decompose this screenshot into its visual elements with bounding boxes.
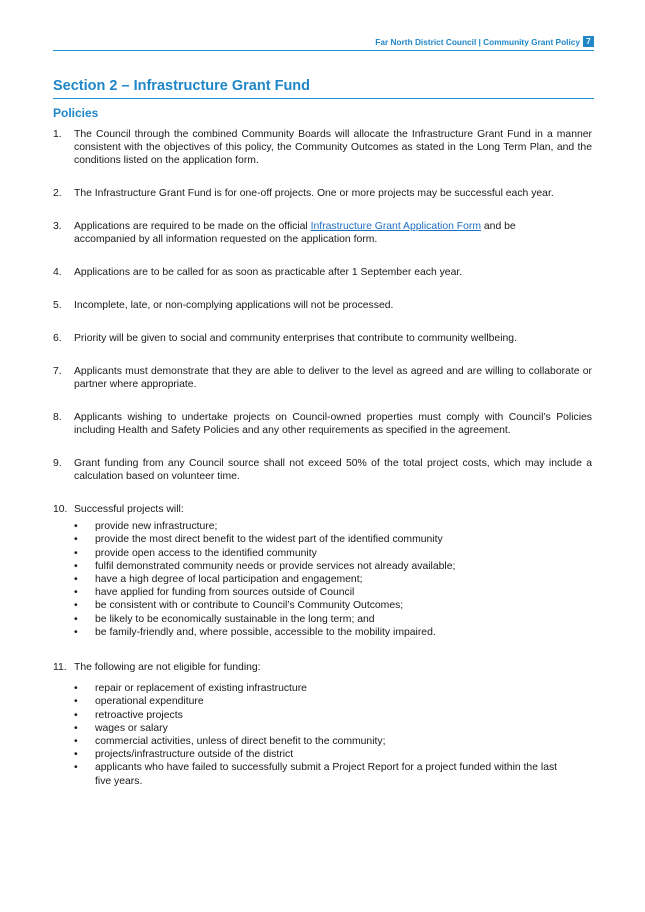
- list-item: • wages or salary: [95, 722, 575, 735]
- item-text: Incomplete, late, or non-complying applications will not be processed.: [74, 300, 394, 311]
- item-text: The following are not eligible for funding:: [74, 662, 261, 673]
- header-title: Far North District Council | Community Grant Policy: [375, 37, 580, 47]
- item-number: 4.: [53, 267, 62, 278]
- list-item: • provide new infrastructure;: [95, 520, 592, 533]
- list-item: • commercial activities, unless of direct benefit to the community;: [95, 735, 575, 748]
- item-text: Applications are to be called for as soon as practicable after 1 September each year.: [74, 267, 463, 278]
- list-item: • provide open access to the identified community: [95, 547, 592, 560]
- list-item: • fulfil demonstrated community needs or provide services not already available;: [95, 560, 592, 573]
- item-text: [74, 220, 544, 246]
- item-number: 7.: [53, 366, 62, 377]
- list-item: • be consistent with or contribute to Council’s Community Outcomes;: [95, 599, 592, 612]
- policy-item-8: [53, 411, 592, 437]
- list-item: • be likely to be economically sustainable in the long term; and: [95, 613, 592, 626]
- list-item: • have applied for funding from sources outside of Council: [95, 586, 592, 599]
- item-number: 8.: [53, 412, 62, 423]
- policy-item-4: [53, 266, 592, 279]
- page-number: 7: [583, 36, 594, 47]
- item-number: 6.: [53, 333, 62, 344]
- policy-item-2: [53, 187, 592, 200]
- policy-item-3: [53, 220, 592, 246]
- section-title: Section 2 – Infrastructure Grant Fund: [53, 78, 311, 94]
- policies-heading: Policies: [53, 106, 99, 120]
- item-text: Applicants wishing to undertake projects on Council-owned properties must comply with Council’s Policies including Health and Safety Policies and any other requirements as specified in the agreement.: [74, 412, 592, 437]
- item-text: The Council through the combined Community Boards will allocate the Infrastructure Grant Fund in a manner consistent with the objectives of this policy, the Community Outcomes as stated in the Long Term Plan, and the conditions listed on the application form.: [74, 129, 592, 167]
- policy-item-7: [53, 365, 592, 391]
- list-item: • operational expenditure: [95, 695, 575, 708]
- policy-item-10: [53, 503, 592, 639]
- item-text: The Infrastructure Grant Fund is for one-off projects. One or more projects may be successful each year.: [74, 188, 554, 199]
- list-item: • projects/infrastructure outside of the district: [95, 748, 575, 761]
- section-divider: [53, 98, 594, 99]
- policy-item-1: [53, 128, 592, 168]
- policy-item-6: [53, 332, 592, 345]
- list-item: • provide the most direct benefit to the widest part of the identified community: [95, 533, 592, 546]
- list-item: • have a high degree of local participation and engagement;: [95, 573, 592, 586]
- item-text: Applicants must demonstrate that they are able to deliver to the level as agreed and are willing to collaborate or partner where appropriate.: [74, 366, 592, 391]
- policy-item-5: [53, 299, 592, 312]
- item-number: 10.: [53, 504, 68, 515]
- item-text: Priority will be given to social and community enterprises that contribute to community wellbeing.: [74, 333, 517, 344]
- item-text: Successful projects will:: [74, 504, 184, 515]
- list-item: • repair or replacement of existing infrastructure: [95, 682, 575, 695]
- list-item: • applicants who have failed to successfully submit a Project Report for a project funded within the last five years.: [95, 761, 575, 787]
- successful-projects-list: [53, 520, 592, 639]
- item-number: 5.: [53, 300, 62, 311]
- page-header: [53, 36, 594, 51]
- item-text-after: and be accompanied by all information requested on the application form.: [74, 221, 516, 246]
- list-item: • be family-friendly and, where possible, accessible to the mobility impaired.: [95, 626, 592, 639]
- item-number: 9.: [53, 458, 62, 469]
- item-number: 2.: [53, 188, 62, 199]
- not-eligible-list: [53, 682, 575, 788]
- list-item: • retroactive projects: [95, 709, 575, 722]
- policy-item-11: [53, 661, 592, 788]
- item-text-before: Applications are required to be made on the official: [74, 221, 311, 232]
- item-number: 3.: [53, 221, 62, 232]
- policy-item-9: [53, 457, 592, 483]
- item-number: 1.: [53, 129, 62, 140]
- item-text: Grant funding from any Council source shall not exceed 50% of the total project costs, which may include a calculation based on volunteer time.: [74, 458, 592, 483]
- application-form-link[interactable]: Infrastructure Grant Application Form: [310, 221, 481, 232]
- item-number: 11.: [53, 662, 67, 673]
